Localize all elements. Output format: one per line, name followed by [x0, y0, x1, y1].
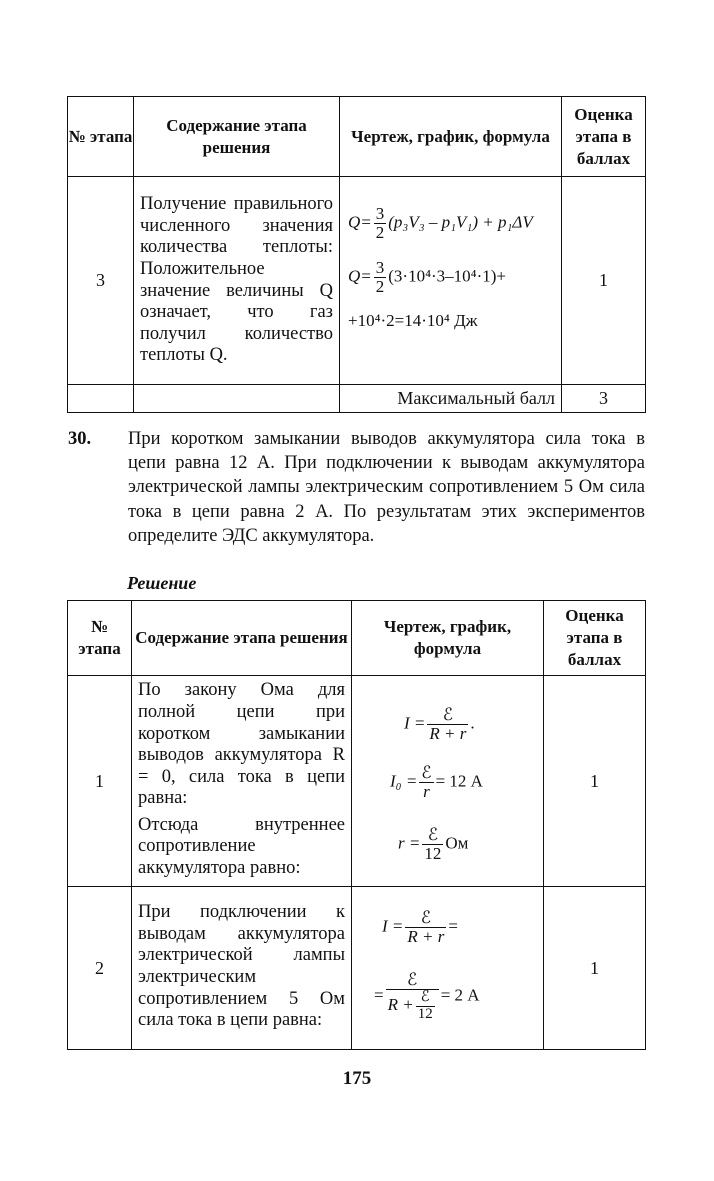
table-row	[68, 887, 646, 1050]
stage-number: 1	[68, 676, 132, 887]
problem-text: При коротком замыкании выводов аккумулятора сила тока в цепи равна 12 А. При подключении к выводам аккумулятора электрической лампы электрическим сопротивлением 5 Ом сила тока в цепи равна 2 А. По результатам этих экспериментов определите ЭДС аккумулятора.	[128, 429, 645, 546]
formula-short-circuit: I₀ = $\frac{\text{ℰ}}{r}$ = 12 А	[390, 763, 483, 801]
problem-number: 30.	[68, 429, 92, 449]
page-number: 175	[342, 1068, 372, 1089]
header-formula: Чертеж, график, формула	[340, 97, 562, 177]
stage-score: 1	[544, 887, 646, 1050]
stage-formula	[352, 676, 544, 887]
formula-line-2: Q= $\frac{3}{2}$ (3·10⁴·3–10⁴·1)+	[348, 258, 506, 296]
header-score: Оценка этапа в баллах	[562, 97, 646, 177]
solution-table-continued	[67, 96, 646, 413]
stage-score: 1	[544, 676, 646, 887]
formula-lamp-current-value: = ℰ R + $\frac{\text{ℰ}}{12}$ = 2 А	[374, 970, 480, 1022]
header-score: Оценка этапа в баллах	[544, 601, 646, 676]
stage-formula	[340, 177, 562, 385]
solution-title: Решение	[127, 573, 197, 593]
formula-line-1: Q= $\frac{3}{2}$ (p₃V₃ – p₁V₁) + p₁ΔV	[348, 204, 533, 242]
table-row-max	[68, 385, 646, 413]
header-content: Содержание этапа решения	[132, 601, 352, 676]
max-score-label: Максимальный балл	[340, 385, 562, 413]
stage-number: 2	[68, 887, 132, 1050]
formula-internal-resistance: r = $\frac{\text{ℰ}}{12}$ Ом	[398, 825, 469, 863]
problem-statement	[68, 427, 645, 548]
header-formula: Чертеж, график, формула	[352, 601, 544, 676]
stage-content: При подключении к выводам аккумулятора электрической лампы электрическим сопротивлением 5 Ом сила тока в цепи равна:	[132, 887, 352, 1050]
solution-table	[67, 600, 646, 1050]
header-stage: № этапа	[68, 601, 132, 676]
table-row	[68, 676, 646, 887]
stage-content: По закону Ома для полной цепи при коротком замыкании выводов аккумулятора R = 0, сила тока в цепи равна: Отсюда внутреннее сопротивление аккумулятора равно:	[132, 676, 352, 887]
stage-formula	[352, 887, 544, 1050]
header-stage: № этапа	[68, 97, 134, 177]
table-row	[68, 177, 646, 385]
header-content: Содержание этапа решения	[134, 97, 340, 177]
stage-number: 3	[68, 177, 134, 385]
max-score-value: 3	[562, 385, 646, 413]
stage-content: Получение правильного численного значения количества теплоты: Положительное значение величины Q означает, что газ получил количество теплоты Q.	[134, 177, 340, 385]
stage-score: 1	[562, 177, 646, 385]
formula-ohm-law: I = $\frac{\text{ℰ}}{R + r}$ .	[404, 705, 475, 743]
formula-line-3: +10⁴·2=14·10⁴ Дж	[348, 311, 478, 330]
formula-lamp-current: I = $\frac{\text{ℰ}}{R + r}$ =	[382, 908, 458, 946]
